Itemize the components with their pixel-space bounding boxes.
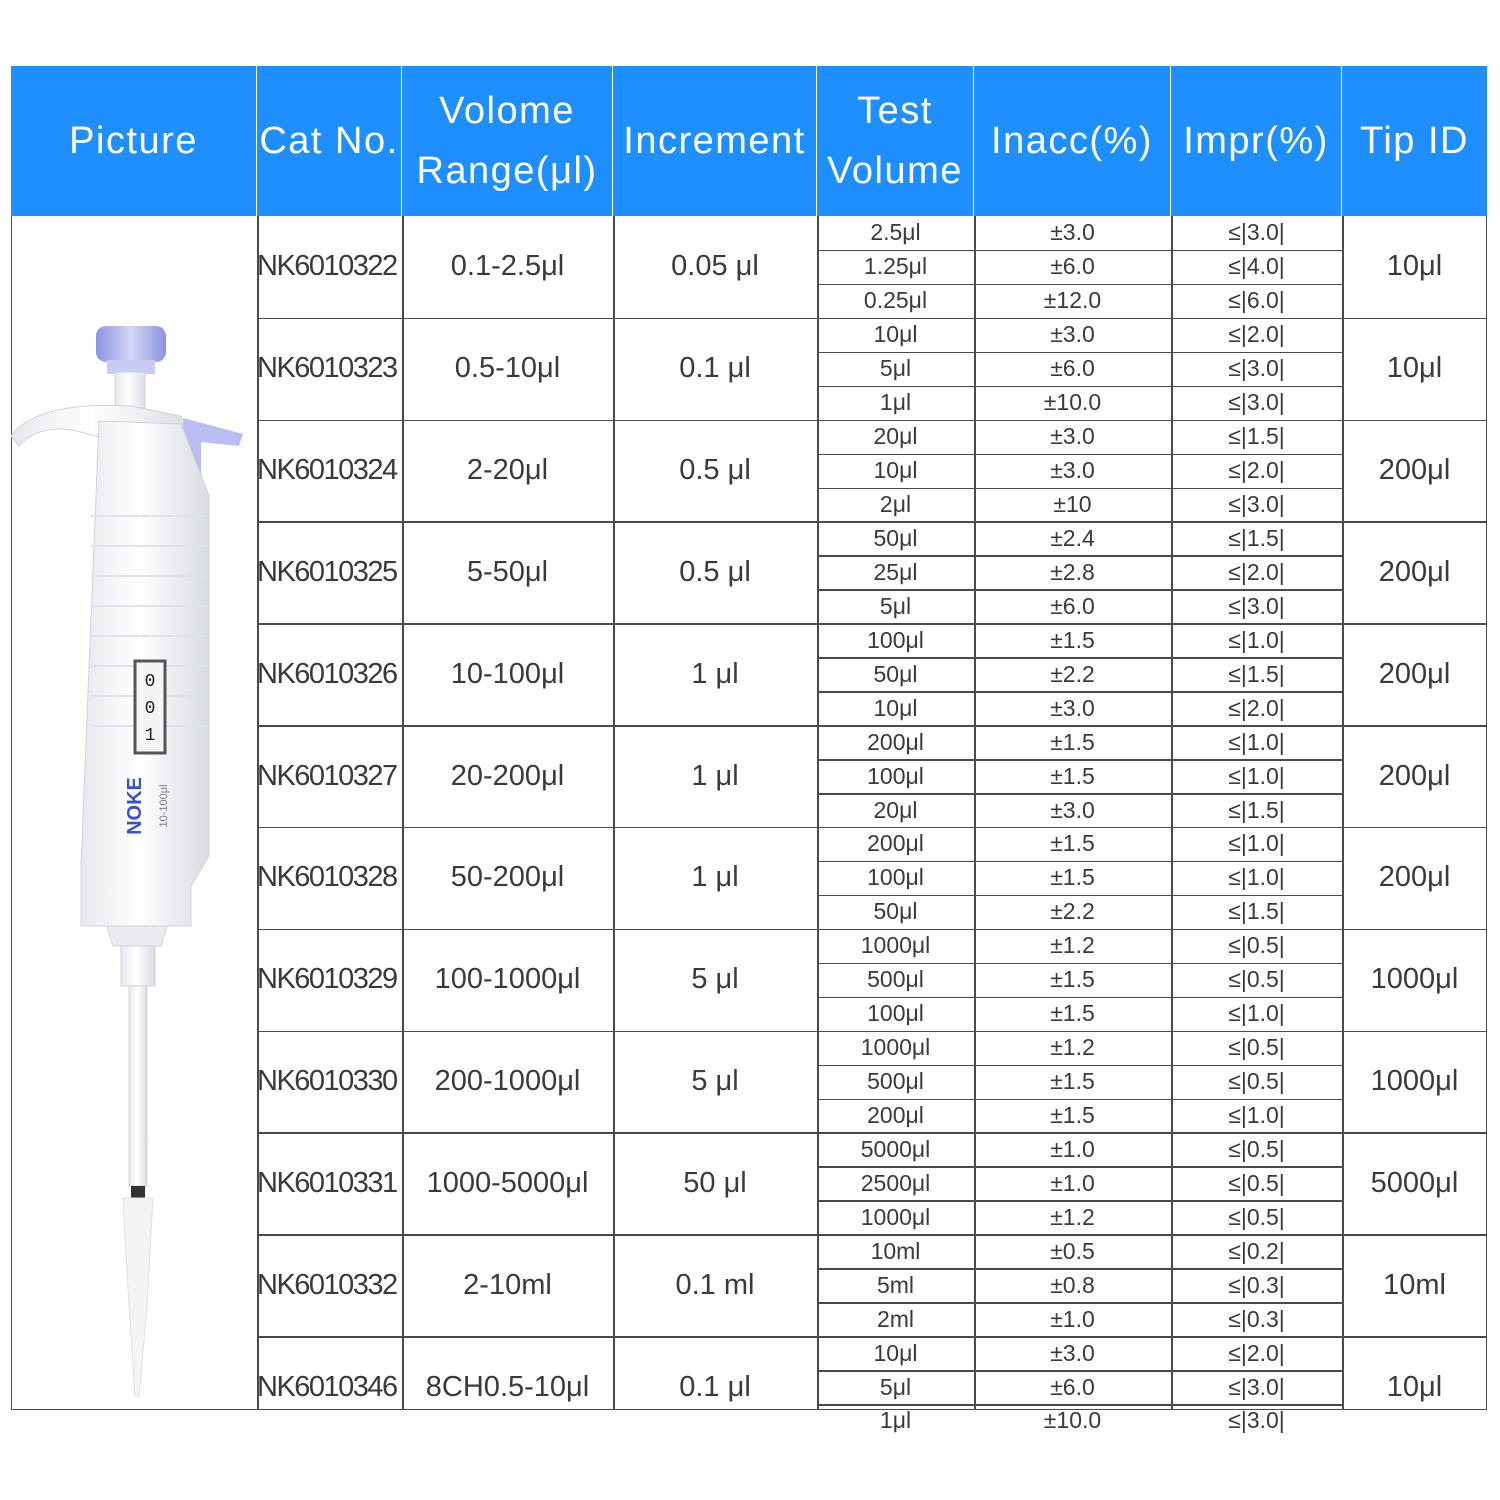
test-volume-cell: 2500μl bbox=[860, 1169, 931, 1196]
pipette-volume-display bbox=[135, 661, 165, 753]
inacc-cell: ±10 bbox=[1053, 491, 1092, 517]
svg-text:0: 0 bbox=[144, 672, 156, 692]
test-volume-cell: 5ml bbox=[876, 1271, 915, 1298]
inacc-cell: ±1.5 bbox=[1050, 830, 1095, 857]
impr-cell: ≤|3.0| bbox=[1228, 592, 1285, 619]
impr-cell: ≤|1.0| bbox=[1228, 1101, 1285, 1128]
header-picture: Picture bbox=[11, 66, 257, 216]
increment-cell: 0.1 ml bbox=[675, 1268, 755, 1301]
impr-cell: ≤|2.0| bbox=[1228, 457, 1285, 484]
test-volume-cell: 50μl bbox=[873, 898, 918, 925]
test-volume-cell: 1000μl bbox=[860, 932, 931, 959]
cat-no-cell: NK6010322 bbox=[257, 250, 397, 283]
impr-cell: ≤|4.0| bbox=[1228, 253, 1285, 280]
test-volume-cell: 10μl bbox=[873, 321, 918, 348]
inacc-cell: ±3.0 bbox=[1050, 694, 1095, 721]
impr-cell: ≤|0.5| bbox=[1228, 1135, 1285, 1162]
tip-id-cell: 1000μl bbox=[1370, 963, 1459, 996]
volume-range-cell: 1000-5000μl bbox=[426, 1166, 589, 1199]
increment-cell: 5 μl bbox=[691, 963, 739, 996]
inacc-cell: ±0.5 bbox=[1050, 1237, 1095, 1264]
volume-range-cell: 100-1000μl bbox=[434, 963, 581, 996]
tip-id-cell: 200μl bbox=[1378, 555, 1451, 588]
test-volume-cell: 1000μl bbox=[860, 1203, 931, 1230]
tip-id-cell: 10μl bbox=[1386, 352, 1443, 385]
increment-cell: 1 μl bbox=[691, 759, 739, 792]
inacc-cell: ±3.0 bbox=[1050, 796, 1095, 823]
pipette-model-label: 10-100μl bbox=[158, 784, 170, 828]
inacc-cell: ±10.0 bbox=[1043, 389, 1102, 416]
tip-id-cell: 10μl bbox=[1386, 1370, 1443, 1403]
impr-cell: ≤|0.2| bbox=[1228, 1237, 1285, 1264]
inacc-cell: ±1.2 bbox=[1050, 1034, 1095, 1061]
inacc-cell: ±1.2 bbox=[1050, 1203, 1095, 1230]
impr-cell: ≤|0.3| bbox=[1228, 1305, 1285, 1332]
impr-cell: ≤|0.3| bbox=[1228, 1271, 1285, 1298]
increment-cell: 1 μl bbox=[691, 657, 739, 690]
impr-cell: ≤|3.0| bbox=[1228, 355, 1285, 382]
impr-cell: ≤|2.0| bbox=[1228, 558, 1285, 585]
header-increment: Increment bbox=[613, 66, 817, 216]
inacc-cell: ±1.2 bbox=[1050, 932, 1095, 959]
test-volume-cell: 100μl bbox=[867, 864, 924, 891]
inacc-cell: ±1.5 bbox=[1050, 864, 1095, 891]
test-volume-cell: 10μl bbox=[873, 1339, 918, 1366]
test-volume-cell: 1μl bbox=[879, 389, 912, 416]
test-volume-cell: 5μl bbox=[879, 355, 912, 382]
header-test-volume: Test Volume bbox=[817, 66, 974, 216]
test-volume-cell: 0.25μl bbox=[863, 287, 928, 314]
test-volume-cell: 5μl bbox=[879, 592, 912, 619]
impr-cell: ≤|3.0| bbox=[1228, 389, 1285, 416]
test-volume-cell: 5000μl bbox=[860, 1135, 931, 1162]
impr-cell: ≤|2.0| bbox=[1228, 321, 1285, 348]
impr-cell: ≤|3.0| bbox=[1228, 1407, 1285, 1434]
inacc-cell: ±1.5 bbox=[1050, 1068, 1095, 1095]
test-volume-cell: 1.25μl bbox=[863, 253, 928, 280]
inacc-cell: ±2.4 bbox=[1050, 524, 1095, 551]
tip-id-cell: 200μl bbox=[1378, 861, 1451, 894]
cat-no-cell: NK6010346 bbox=[257, 1370, 397, 1403]
impr-cell: ≤|0.5| bbox=[1228, 1034, 1285, 1061]
cat-no-cell: NK6010331 bbox=[257, 1166, 397, 1199]
inacc-cell: ±1.5 bbox=[1050, 626, 1095, 653]
inacc-cell: ±1.5 bbox=[1050, 762, 1095, 789]
increment-cell: 1 μl bbox=[691, 861, 739, 894]
impr-cell: ≤|1.5| bbox=[1228, 898, 1285, 925]
tip-id-cell: 5000μl bbox=[1370, 1166, 1459, 1199]
increment-cell: 0.1 μl bbox=[679, 1370, 751, 1403]
increment-cell: 0.5 μl bbox=[679, 555, 751, 588]
test-volume-cell: 1μl bbox=[879, 1407, 912, 1434]
inacc-cell: ±10.0 bbox=[1043, 1407, 1102, 1434]
inacc-cell: ±1.0 bbox=[1050, 1169, 1095, 1196]
impr-cell: ≤|0.5| bbox=[1228, 1203, 1285, 1230]
inacc-cell: ±6.0 bbox=[1050, 355, 1095, 382]
impr-cell: ≤|1.0| bbox=[1228, 728, 1285, 755]
inacc-cell: ±6.0 bbox=[1050, 592, 1095, 619]
impr-cell: ≤|2.0| bbox=[1228, 1339, 1285, 1366]
impr-cell: ≤|1.0| bbox=[1228, 830, 1285, 857]
impr-cell: ≤|3.0| bbox=[1228, 1373, 1285, 1400]
test-volume-cell: 500μl bbox=[867, 1068, 924, 1095]
impr-cell: ≤|0.5| bbox=[1228, 966, 1285, 993]
cat-no-cell: NK6010325 bbox=[257, 555, 397, 588]
header-inacc: Inacc(%) bbox=[974, 66, 1171, 216]
cat-no-cell: NK6010324 bbox=[257, 454, 397, 487]
inacc-cell: ±12.0 bbox=[1043, 287, 1102, 314]
test-volume-cell: 200μl bbox=[867, 728, 924, 755]
increment-cell: 5 μl bbox=[691, 1065, 739, 1098]
test-volume-cell: 100μl bbox=[867, 626, 924, 653]
volume-range-cell: 2-20μl bbox=[466, 454, 549, 487]
cat-no-cell: NK6010330 bbox=[257, 1065, 397, 1098]
impr-cell: ≤|1.0| bbox=[1228, 1000, 1285, 1027]
volume-range-cell: 0.5-10μl bbox=[454, 352, 561, 385]
inacc-cell: ±3.0 bbox=[1050, 321, 1095, 348]
impr-cell: ≤|6.0| bbox=[1228, 287, 1285, 314]
test-volume-cell: 500μl bbox=[867, 966, 924, 993]
impr-cell: ≤|3.0| bbox=[1228, 491, 1285, 517]
test-volume-cell: 2ml bbox=[876, 1305, 915, 1332]
test-volume-cell: 5μl bbox=[879, 1373, 912, 1400]
volume-range-cell: 200-1000μl bbox=[434, 1065, 581, 1098]
cat-no-cell: NK6010329 bbox=[257, 963, 397, 996]
header-tip-id: Tip ID bbox=[1342, 66, 1487, 216]
impr-cell: ≤|3.0| bbox=[1228, 219, 1285, 246]
volume-range-cell: 20-200μl bbox=[450, 759, 565, 792]
pipette-tip bbox=[123, 1198, 153, 1396]
volume-range-cell: 10-100μl bbox=[450, 657, 565, 690]
test-volume-cell: 200μl bbox=[867, 830, 924, 857]
volume-range-cell: 5-50μl bbox=[466, 555, 549, 588]
header-impr: Impr(%) bbox=[1171, 66, 1342, 216]
test-volume-cell: 20μl bbox=[873, 796, 918, 823]
svg-text:1: 1 bbox=[144, 726, 156, 746]
header-cat-no: Cat No. bbox=[257, 66, 402, 216]
impr-cell: ≤|0.5| bbox=[1228, 1068, 1285, 1095]
inacc-cell: ±1.5 bbox=[1050, 966, 1095, 993]
increment-cell: 0.1 μl bbox=[679, 352, 751, 385]
test-volume-cell: 100μl bbox=[867, 1000, 924, 1027]
impr-cell: ≤|1.0| bbox=[1228, 626, 1285, 653]
cat-no-cell: NK6010323 bbox=[257, 352, 397, 385]
test-volume-cell: 20μl bbox=[873, 423, 918, 450]
inacc-cell: ±2.8 bbox=[1050, 558, 1095, 585]
inacc-cell: ±3.0 bbox=[1050, 423, 1095, 450]
test-volume-cell: 25μl bbox=[873, 558, 918, 585]
volume-range-cell: 8CH0.5-10μl bbox=[425, 1370, 590, 1403]
test-volume-cell: 50μl bbox=[873, 660, 918, 687]
impr-cell: ≤|1.0| bbox=[1228, 864, 1285, 891]
impr-cell: ≤|2.0| bbox=[1228, 694, 1285, 721]
volume-range-cell: 0.1-2.5μl bbox=[450, 250, 565, 283]
cat-no-cell: NK6010332 bbox=[257, 1268, 397, 1301]
increment-cell: 0.05 μl bbox=[671, 250, 759, 283]
impr-cell: ≤|0.5| bbox=[1228, 1169, 1285, 1196]
volume-range-cell: 2-10ml bbox=[463, 1268, 552, 1301]
test-volume-cell: 10ml bbox=[870, 1237, 921, 1264]
inacc-cell: ±1.5 bbox=[1050, 1101, 1095, 1128]
inacc-cell: ±1.5 bbox=[1050, 1000, 1095, 1027]
test-volume-cell: 1000μl bbox=[860, 1034, 931, 1061]
test-volume-cell: 10μl bbox=[873, 694, 918, 721]
inacc-cell: ±1.0 bbox=[1050, 1305, 1095, 1332]
test-volume-cell: 200μl bbox=[867, 1101, 924, 1128]
inacc-cell: ±3.0 bbox=[1050, 219, 1095, 246]
tip-id-cell: 10μl bbox=[1386, 250, 1443, 283]
impr-cell: ≤|1.5| bbox=[1228, 796, 1285, 823]
tip-id-cell: 1000μl bbox=[1370, 1065, 1459, 1098]
pipette-plunger-cap bbox=[96, 326, 166, 374]
test-volume-cell: 2μl bbox=[879, 491, 912, 517]
cat-no-cell: NK6010328 bbox=[257, 861, 397, 894]
impr-cell: ≤|0.5| bbox=[1228, 932, 1285, 959]
inacc-cell: ±6.0 bbox=[1050, 1373, 1095, 1400]
impr-cell: ≤|1.0| bbox=[1228, 762, 1285, 789]
inacc-cell: ±2.2 bbox=[1050, 660, 1095, 687]
volume-range-cell: 50-200μl bbox=[450, 861, 565, 894]
tip-id-cell: 200μl bbox=[1378, 657, 1451, 690]
impr-cell: ≤|1.5| bbox=[1228, 524, 1285, 551]
tip-id-cell: 10ml bbox=[1383, 1268, 1446, 1301]
inacc-cell: ±6.0 bbox=[1050, 253, 1095, 280]
pipette-brand-logo: NOKE bbox=[124, 777, 146, 835]
test-volume-cell: 50μl bbox=[873, 524, 918, 551]
inacc-cell: ±3.0 bbox=[1050, 457, 1095, 484]
tip-id-cell: 200μl bbox=[1378, 759, 1451, 792]
test-volume-cell: 100μl bbox=[867, 762, 924, 789]
impr-cell: ≤|1.5| bbox=[1228, 660, 1285, 687]
cat-no-cell: NK6010327 bbox=[257, 759, 397, 792]
inacc-cell: ±1.0 bbox=[1050, 1135, 1095, 1162]
impr-cell: ≤|1.5| bbox=[1228, 423, 1285, 450]
pipette-illustration bbox=[11, 246, 256, 1406]
inacc-cell: ±0.8 bbox=[1050, 1271, 1095, 1298]
increment-cell: 0.5 μl bbox=[679, 454, 751, 487]
svg-text:0: 0 bbox=[144, 699, 156, 719]
test-volume-cell: 10μl bbox=[873, 457, 918, 484]
inacc-cell: ±2.2 bbox=[1050, 898, 1095, 925]
header-volume-range: Volome Range(μl) bbox=[402, 66, 613, 216]
inacc-cell: ±1.5 bbox=[1050, 728, 1095, 755]
increment-cell: 50 μl bbox=[683, 1166, 747, 1199]
tip-id-cell: 200μl bbox=[1378, 454, 1451, 487]
inacc-cell: ±3.0 bbox=[1050, 1339, 1095, 1366]
spec-table bbox=[11, 66, 1487, 1434]
test-volume-cell: 2.5μl bbox=[870, 219, 921, 246]
cat-no-cell: NK6010326 bbox=[257, 657, 397, 690]
